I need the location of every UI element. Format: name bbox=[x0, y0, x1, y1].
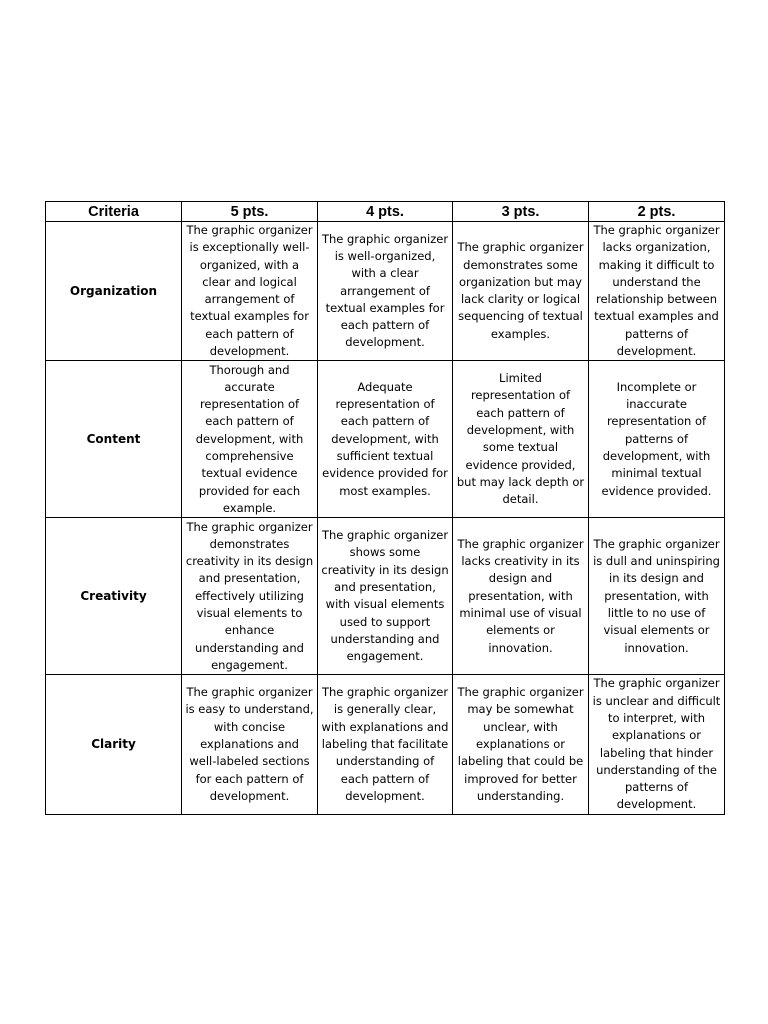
criteria-creativity: Creativity bbox=[46, 518, 182, 675]
table-row bbox=[46, 518, 725, 675]
header-4-pts: 4 pts. bbox=[318, 202, 453, 222]
cell-organization-4: The graphic organizer is well-organized, with a clear arrangement of textual examples for each pattern of development. bbox=[318, 222, 453, 361]
cell-content-3: Limited representation of each pattern of development, with some textual evidence provided, but may lack depth or detail. bbox=[453, 361, 589, 518]
cell-creativity-4: The graphic organizer shows some creativity in its design and presentation, with visual elements used to support understanding and engagement. bbox=[318, 518, 453, 675]
header-2-pts: 2 pts. bbox=[589, 202, 725, 222]
header-row bbox=[46, 202, 725, 222]
cell-content-4: Adequate representation of each pattern of development, with sufficient textual evidence provided for most examples. bbox=[318, 361, 453, 518]
table-row bbox=[46, 222, 725, 361]
header-3-pts: 3 pts. bbox=[453, 202, 589, 222]
cell-creativity-2: The graphic organizer is dull and uninspiring in its design and presentation, with little to no use of visual elements or innovation. bbox=[589, 518, 725, 675]
rubric-table bbox=[45, 201, 725, 815]
criteria-clarity: Clarity bbox=[46, 675, 182, 814]
cell-content-5: Thorough and accurate representation of each pattern of development, with comprehensive textual evidence provided for each example. bbox=[182, 361, 318, 518]
criteria-organization: Organization bbox=[46, 222, 182, 361]
cell-clarity-2: The graphic organizer is unclear and difficult to interpret, with explanations or labeling that hinder understanding of the patterns of development. bbox=[589, 675, 725, 814]
cell-clarity-4: The graphic organizer is generally clear, with explanations and labeling that facilitate understanding of each pattern of development. bbox=[318, 675, 453, 814]
cell-organization-3: The graphic organizer demonstrates some organization but may lack clarity or logical sequencing of textual examples. bbox=[453, 222, 589, 361]
cell-clarity-3: The graphic organizer may be somewhat unclear, with explanations or labeling that could be improved for better understanding. bbox=[453, 675, 589, 814]
cell-content-2: Incomplete or inaccurate representation of patterns of development, with minimal textual evidence provided. bbox=[589, 361, 725, 518]
cell-creativity-3: The graphic organizer lacks creativity in its design and presentation, with minimal use of visual elements or innovation. bbox=[453, 518, 589, 675]
cell-organization-5: The graphic organizer is exceptionally well-organized, with a clear and logical arrangement of textual examples for each pattern of development. bbox=[182, 222, 318, 361]
header-5-pts: 5 pts. bbox=[182, 202, 318, 222]
header-criteria: Criteria bbox=[46, 202, 182, 222]
cell-organization-2: The graphic organizer lacks organization, making it difficult to understand the relationship between textual examples and patterns of development. bbox=[589, 222, 725, 361]
criteria-content: Content bbox=[46, 361, 182, 518]
cell-creativity-5: The graphic organizer demonstrates creativity in its design and presentation, effectively utilizing visual elements to enhance understanding and engagement. bbox=[182, 518, 318, 675]
cell-clarity-5: The graphic organizer is easy to understand, with concise explanations and well-labeled sections for each pattern of development. bbox=[182, 675, 318, 814]
table-row bbox=[46, 361, 725, 518]
table-row bbox=[46, 675, 725, 814]
